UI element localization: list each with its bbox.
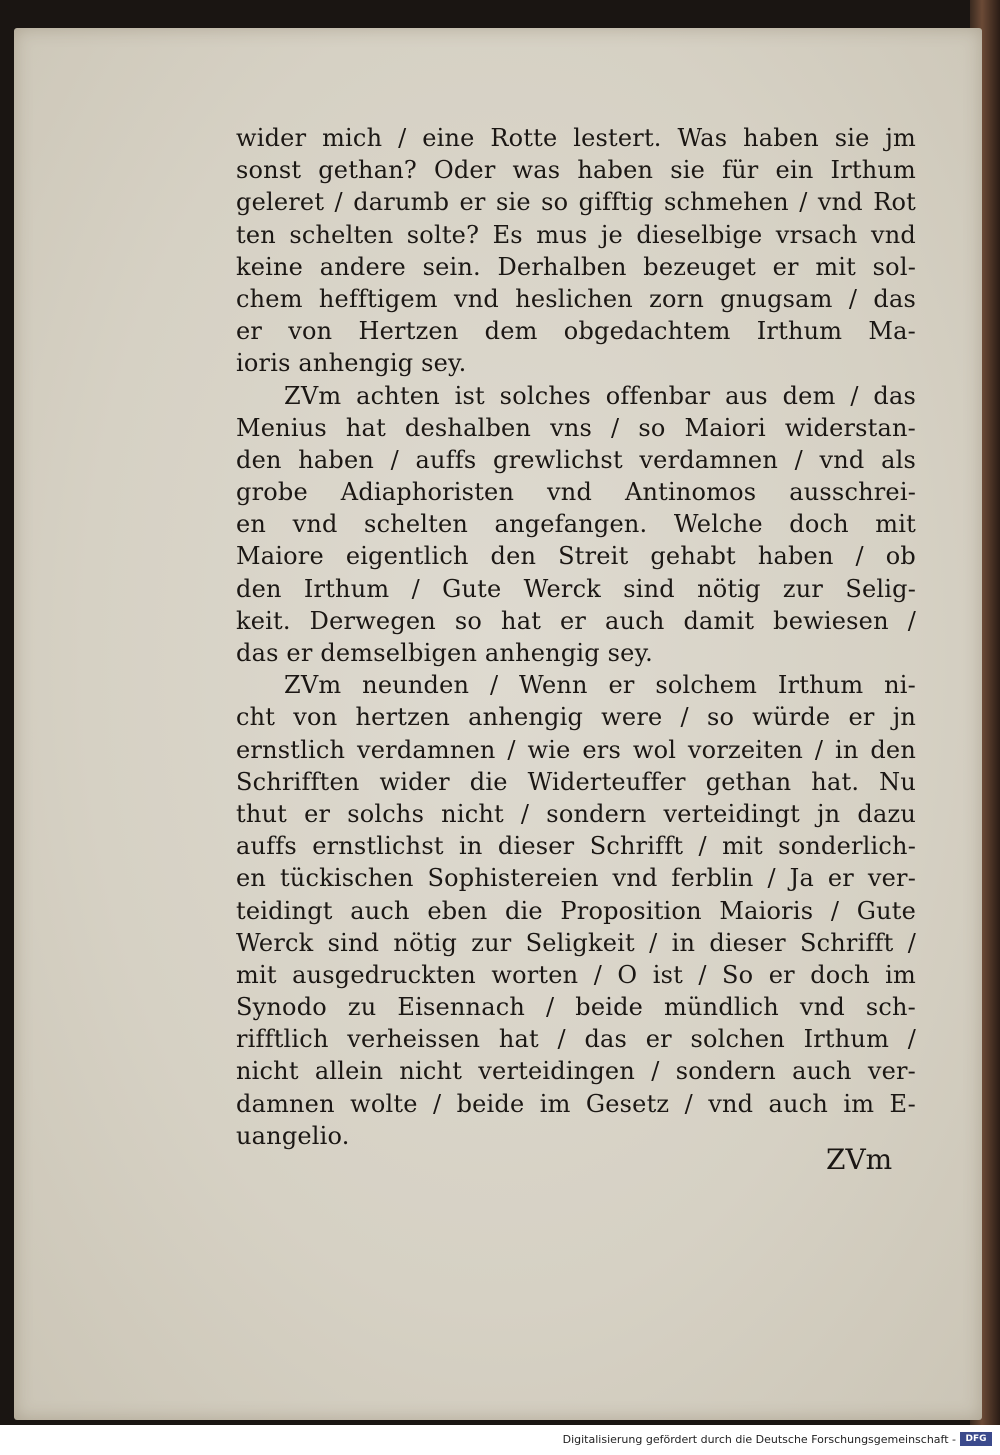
text-line: wider mich / eine Rotte lestert. Was haben sie jm	[236, 124, 916, 152]
text-line: damnen wolte / beide im Gesetz / vnd auch im E-	[236, 1089, 916, 1118]
text-line: nicht allein nicht verteidingen / sondern auch ver-	[236, 1057, 916, 1086]
text-line: grobe Adiaphoristen vnd Antinomos ausschrei-	[236, 478, 916, 507]
text-line: mit ausgedruckten worten / O ist / So er doch im	[236, 960, 916, 989]
text-line: ten schelten solte? Es mus je dieselbige vrsach vnd	[236, 220, 916, 249]
text-line: er von Hertzen dem obgedachtem Irthum Ma-	[236, 317, 916, 346]
text-line: Menius hat deshalben vns / so Maiori widerstan-	[236, 413, 916, 442]
text-line: sonst gethan? Oder was haben sie für ein Irthum	[236, 156, 916, 185]
text-line: keit. Derwegen so hat er auch damit bewiesen /	[236, 606, 916, 635]
text-line: Synodo zu Eisennach / beide mündlich vnd sch-	[236, 993, 916, 1022]
text-line: keine andere sein. Derhalben bezeuget er mit sol-	[236, 252, 916, 281]
catchword: ZVm	[826, 1143, 893, 1176]
page-text-block	[236, 122, 916, 1152]
text-line: Schrifften wider die Widerteuffer gethan hat. Nu	[236, 767, 916, 796]
funding-credit: Digitalisierung gefördert durch die Deutsche Forschungsgemeinschaft -	[562, 1433, 956, 1446]
text-line: ernstlich verdamnen / wie ers wol vorzeiten / in den	[236, 735, 916, 764]
dfg-logo: DFG	[960, 1432, 992, 1446]
footer-bar	[0, 1425, 1000, 1455]
text-line: rifftlich verheissen hat / das er solchen Irthum /	[236, 1025, 916, 1054]
text-line: ioris anhengig sey.	[236, 349, 467, 378]
paragraph-start-line: ZVm neunden / Wenn er solchem Irthum ni-	[284, 671, 916, 700]
text-line: Maiore eigentlich den Streit gehabt haben / ob	[236, 542, 916, 571]
text-line: teidingt auch eben die Proposition Maioris / Gute	[236, 896, 916, 925]
text-line: uangelio.	[236, 1121, 350, 1150]
text-line: auffs ernstlichst in dieser Schrifft / mit sonderlich-	[236, 832, 916, 861]
text-line: geleret / darumb er sie so gifftig schmehen / vnd Rot	[236, 188, 916, 217]
text-line: en tückischen Sophistereien vnd ferblin / Ja er ver-	[236, 864, 916, 893]
text-line: en vnd schelten angefangen. Welche doch mit	[236, 510, 916, 539]
paragraph-start-line: ZVm achten ist solches offenbar aus dem / das	[284, 381, 916, 410]
text-line: thut er solchs nicht / sondern verteidingt jn dazu	[236, 799, 916, 828]
text-line: den Irthum / Gute Werck sind nötig zur Selig-	[236, 574, 916, 603]
text-line: den haben / auffs grewlichst verdamnen / vnd als	[236, 445, 916, 474]
text-line: chem hefftigem vnd heslichen zorn gnugsam / das	[236, 284, 916, 313]
text-line: das er demselbigen anhengig sey.	[236, 639, 653, 667]
text-line: Werck sind nötig zur Seligkeit / in dieser Schrifft /	[236, 928, 916, 957]
text-line: cht von hertzen anhengig were / so würde er jn	[236, 703, 916, 732]
